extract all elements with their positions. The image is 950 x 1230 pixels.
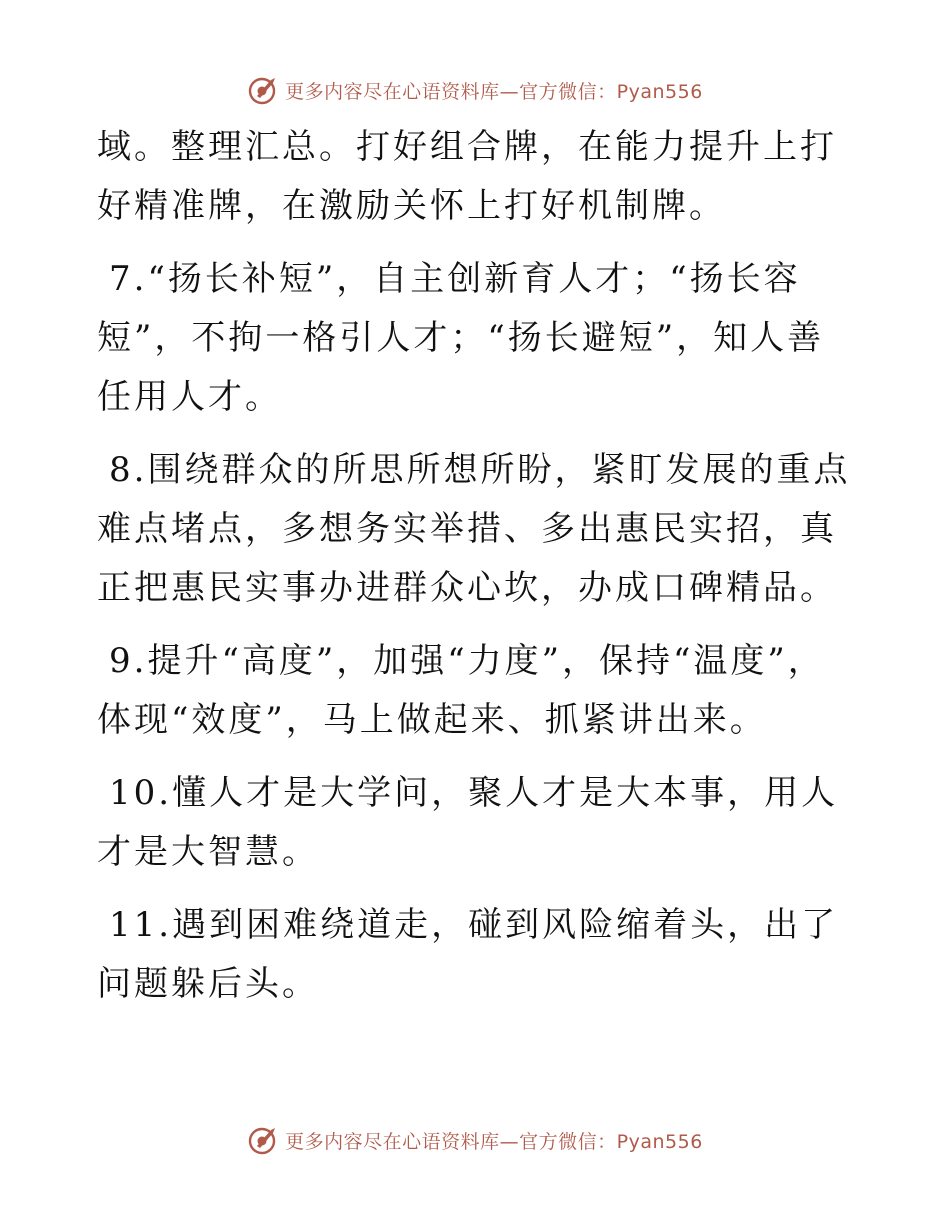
footer-watermark-text: 更多内容尽在心语资料库—官方微信：Pyan556 xyxy=(285,1130,703,1153)
header-watermark xyxy=(0,70,950,110)
brush-logo-icon xyxy=(247,1124,279,1156)
paragraph-item-9: 9.提升“高度”，加强“力度”，保持“温度”，体现“效度”，马上做起来、抓紧讲出来。 xyxy=(97,641,825,740)
paragraph-continuation: 域。整理汇总。打好组合牌，在能力提升上打好精准牌，在激励关怀上打好机制牌。 xyxy=(97,127,837,226)
footer-watermark xyxy=(0,1120,950,1160)
paragraph-item-7: 7.“扬长补短”，自主创新育人才；“扬长容短”，不拘一格引人才；“扬长避短”，知人善任用人才。 xyxy=(97,259,825,417)
header-watermark-text: 更多内容尽在心语资料库—官方微信：Pyan556 xyxy=(285,80,703,103)
document-body xyxy=(97,118,857,1028)
paragraph-item-8: 8.围绕群众的所思所想所盼，紧盯发展的重点难点堵点，多想务实举措、多出惠民实招，真正把惠民实事办进群众心坎，办成口碑精品。 xyxy=(97,450,851,608)
paragraph-item-11: 11.遇到困难绕道走，碰到风险缩着头，出了问题躲后头。 xyxy=(97,905,839,1004)
paragraph-item-10: 10.懂人才是大学问，聚人才是大本事，用人才是大智慧。 xyxy=(97,773,839,872)
brush-logo-icon xyxy=(247,74,279,106)
